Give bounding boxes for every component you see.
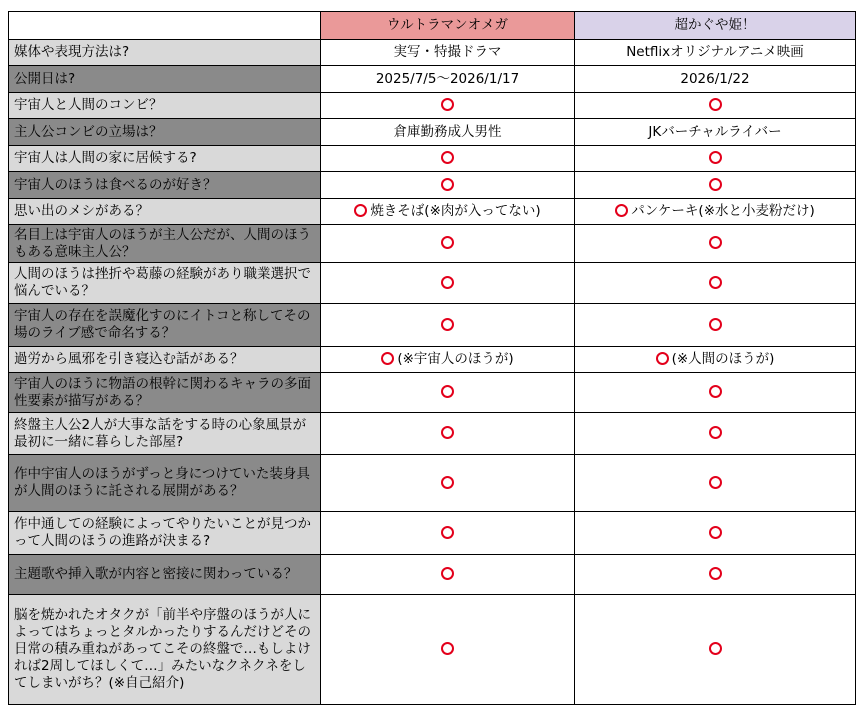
table-row [9, 347, 856, 373]
table-row [9, 263, 856, 304]
circle-mark-icon [709, 526, 722, 539]
answer-ultraman-omega-cell [321, 373, 575, 413]
circle-mark-icon [441, 567, 454, 580]
circle-mark-icon [615, 204, 628, 217]
answer-text: (※宇宙人のほうが) [397, 351, 514, 367]
question-cell: 主人公コンビの立場は？ [9, 119, 321, 146]
answer-chou-kaguya-hime-cell [575, 347, 856, 373]
question-cell: 作中宇宙人のほうがずっと身につけていた装身具が人間のほうに託される展開がある？ [9, 455, 321, 512]
answer-chou-kaguya-hime-cell [575, 66, 856, 93]
circle-mark-icon [709, 642, 722, 655]
table-row [9, 512, 856, 555]
circle-mark-icon [709, 236, 722, 249]
table-row [9, 146, 856, 172]
answer-text: (※人間のほうが) [671, 351, 775, 367]
table-row [9, 199, 856, 225]
question-cell: 宇宙人のほうは食べるのが好き？ [9, 172, 321, 199]
table-row [9, 225, 856, 263]
circle-mark-icon [441, 318, 454, 331]
circle-mark-icon [709, 567, 722, 580]
answer-chou-kaguya-hime-cell [575, 119, 856, 146]
circle-mark-icon [709, 151, 722, 164]
question-cell: 終盤主人公2人が大事な話をする時の心象風景が最初に一緒に暮らした部屋? [9, 413, 321, 455]
header-corner-cell [9, 12, 321, 40]
circle-mark-icon [709, 318, 722, 331]
answer-chou-kaguya-hime-cell [575, 304, 856, 347]
circle-mark-icon [441, 98, 454, 111]
answer-chou-kaguya-hime-cell [575, 225, 856, 263]
circle-mark-icon [441, 526, 454, 539]
answer-ultraman-omega-cell [321, 263, 575, 304]
answer-ultraman-omega-cell [321, 93, 575, 119]
answer-chou-kaguya-hime-cell [575, 555, 856, 595]
circle-mark-icon [709, 385, 722, 398]
question-cell: 名目上は宇宙人のほうが主人公だが、人間のほうもある意味主人公？ [9, 225, 321, 263]
question-cell: 宇宙人の存在を誤魔化すのにイトコと称してその場のライブ感で命名する？ [9, 304, 321, 347]
circle-mark-icon [441, 476, 454, 489]
circle-mark-icon [441, 385, 454, 398]
header-ultraman-omega: ウルトラマンオメガ [321, 12, 575, 40]
answer-chou-kaguya-hime-cell [575, 199, 856, 225]
question-cell: 宇宙人のほうに物語の根幹に関わるキャラの多面性要素が描写がある？ [9, 373, 321, 413]
answer-text: Netflixオリジナルアニメ映画 [626, 44, 804, 60]
answer-text: JKバーチャルライバー [648, 123, 782, 140]
answer-ultraman-omega-cell [321, 304, 575, 347]
answer-chou-kaguya-hime-cell [575, 146, 856, 172]
circle-mark-icon [709, 276, 722, 289]
table-row [9, 66, 856, 93]
question-cell: 過労から風邪を引き寝込む話がある？ [9, 347, 321, 373]
answer-text: 2025/7/5〜2026/1/17 [375, 70, 520, 87]
question-cell: 人間のほうは挫折や葛藤の経験があり職業選択で悩んでいる？ [9, 263, 321, 304]
circle-mark-icon [381, 352, 394, 365]
answer-ultraman-omega-cell [321, 146, 575, 172]
answer-ultraman-omega-cell [321, 455, 575, 512]
circle-mark-icon [441, 178, 454, 191]
answer-text: 倉庫勤務成人男性 [393, 123, 502, 140]
circle-mark-icon [709, 178, 722, 191]
question-cell: 宇宙人は人間の家に居候する? [9, 146, 321, 172]
circle-mark-icon [441, 426, 454, 439]
table-row [9, 595, 856, 705]
circle-mark-icon [354, 204, 367, 217]
answer-text: 実写・特撮ドラマ [393, 44, 502, 60]
answer-chou-kaguya-hime-cell [575, 595, 856, 705]
answer-ultraman-omega-cell [321, 555, 575, 595]
table-row [9, 172, 856, 199]
answer-ultraman-omega-cell [321, 413, 575, 455]
answer-text: 2026/1/22 [680, 70, 750, 87]
question-cell: 宇宙人と人間のコンビ？ [9, 93, 321, 119]
circle-mark-icon [441, 236, 454, 249]
answer-chou-kaguya-hime-cell [575, 373, 856, 413]
table-row [9, 373, 856, 413]
header-chou-kaguya-hime: 超かぐや姫！ [575, 12, 856, 40]
question-cell: 公開日は? [9, 66, 321, 93]
question-cell: 脳を焼かれたオタクが「前半や序盤のほうが人によってはちょっとタルかったりするんだけどその日常の積み重ねがあってこその終盤で…もしよければ2周してほしくて…」みたいなクネクネをしてしまいがち？(※自己紹介) [9, 595, 321, 705]
table-row [9, 455, 856, 512]
answer-ultraman-omega-cell [321, 595, 575, 705]
table-row [9, 40, 856, 66]
table-row [9, 555, 856, 595]
answer-ultraman-omega-cell [321, 40, 575, 66]
answer-ultraman-omega-cell [321, 66, 575, 93]
answer-chou-kaguya-hime-cell [575, 413, 856, 455]
answer-ultraman-omega-cell [321, 199, 575, 225]
answer-ultraman-omega-cell [321, 512, 575, 555]
table-row [9, 93, 856, 119]
question-cell: 主題歌や挿入歌が内容と密接に関わっている？ [9, 555, 321, 595]
header-row [9, 12, 856, 40]
circle-mark-icon [441, 276, 454, 289]
answer-text: 焼きそば(※肉が入ってない) [370, 203, 541, 219]
answer-ultraman-omega-cell [321, 119, 575, 146]
answer-chou-kaguya-hime-cell [575, 512, 856, 555]
answer-chou-kaguya-hime-cell [575, 172, 856, 199]
circle-mark-icon [656, 352, 669, 365]
table-row [9, 119, 856, 146]
table-row [9, 413, 856, 455]
answer-ultraman-omega-cell [321, 347, 575, 373]
circle-mark-icon [441, 642, 454, 655]
question-cell: 思い出のメシがある？ [9, 199, 321, 225]
answer-chou-kaguya-hime-cell [575, 263, 856, 304]
answer-chou-kaguya-hime-cell [575, 93, 856, 119]
circle-mark-icon [709, 476, 722, 489]
comparison-table [8, 11, 856, 705]
answer-ultraman-omega-cell [321, 225, 575, 263]
table-row [9, 304, 856, 347]
answer-ultraman-omega-cell [321, 172, 575, 199]
circle-mark-icon [709, 426, 722, 439]
circle-mark-icon [709, 98, 722, 111]
answer-chou-kaguya-hime-cell [575, 455, 856, 512]
answer-text: パンケーキ(※水と小麦粉だけ) [631, 203, 815, 219]
answer-chou-kaguya-hime-cell [575, 40, 856, 66]
circle-mark-icon [441, 151, 454, 164]
question-cell: 媒体や表現方法は? [9, 40, 321, 66]
question-cell: 作中通しての経験によってやりたいことが見つかって人間のほうの進路が決まる? [9, 512, 321, 555]
